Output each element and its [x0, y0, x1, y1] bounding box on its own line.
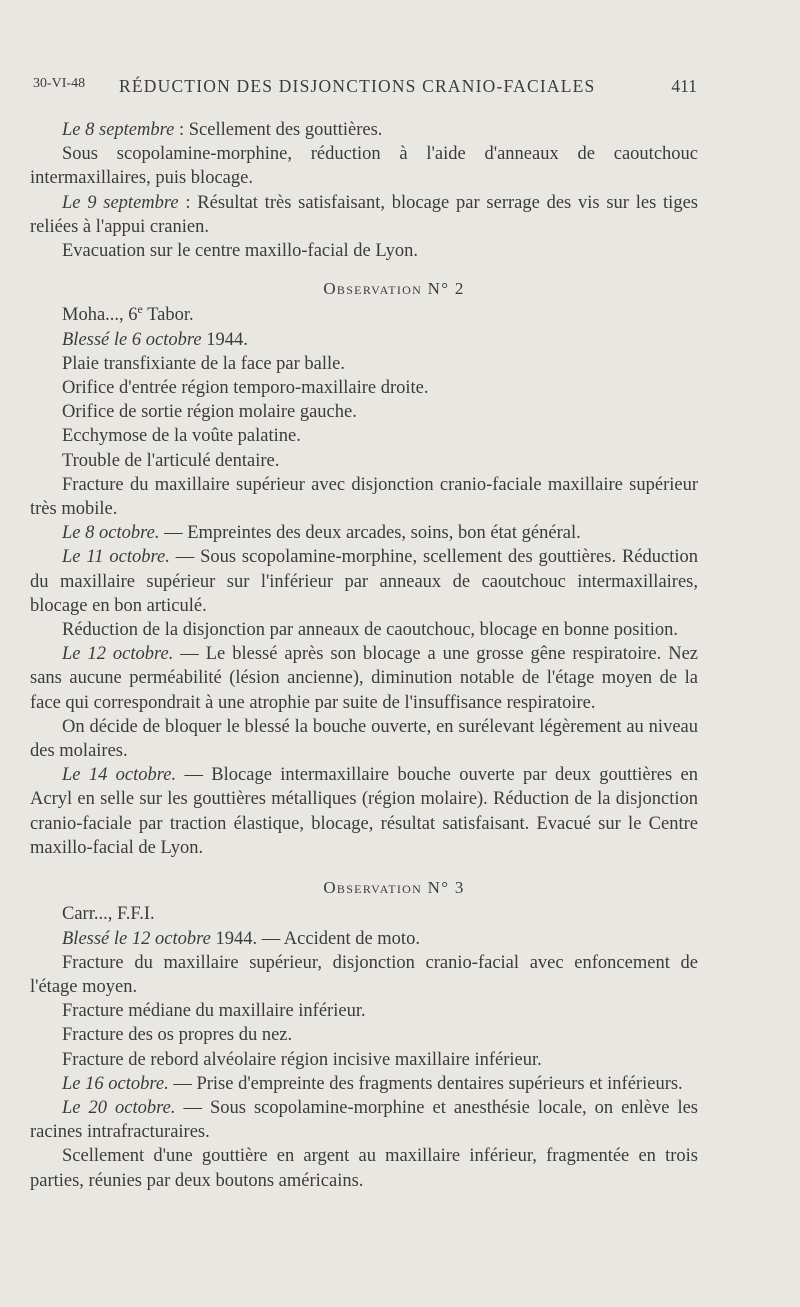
- observation-label: Observation: [323, 279, 423, 299]
- page-number: 411: [671, 76, 697, 96]
- paragraph: [30, 1048, 698, 1072]
- observation-number: N° 2: [427, 279, 465, 299]
- paragraph: [30, 999, 698, 1023]
- paragraph: [30, 449, 698, 473]
- observation-3-heading: [30, 876, 698, 900]
- paragraph: [30, 473, 698, 521]
- wounded-date: Blessé le 12 octobre: [62, 928, 211, 949]
- paragraph: [30, 521, 698, 545]
- paragraph: [30, 239, 698, 263]
- wounded-line: [30, 328, 698, 352]
- paragraph-text: Fracture du maxillaire supérieur, disjonction cranio-facial avec enfoncement de l'étage moyen.: [30, 952, 698, 997]
- observation-2-body: [30, 352, 698, 860]
- patient-name: Moha..., 6: [62, 305, 138, 326]
- paragraph-text: Fracture du maxillaire supérieur avec disjonction cranio-faciale maxillaire supérieur très mobile.: [30, 474, 698, 520]
- paragraph-date-lead: Le 14 octobre.: [62, 765, 177, 786]
- paragraph-text: : Scellement des gouttières.: [174, 120, 383, 140]
- patient-line: [30, 902, 698, 926]
- paragraph: [30, 1072, 698, 1096]
- paragraph: [30, 191, 698, 239]
- paragraph-text: Orifice d'entrée région temporo-maxillaire droite.: [62, 378, 429, 399]
- patient-sup: e: [137, 302, 143, 317]
- paragraph-text: — Sous scopolamine-morphine, scellement des gouttières. Réduction du maxillaire supérieur sur l'inférieur par anneaux de caoutchouc intermaxillaires, blocage en bon articulé.: [30, 547, 699, 616]
- page-body: [30, 118, 698, 1193]
- paragraph-date-lead: Le 11 octobre.: [62, 547, 170, 568]
- observation-number: N° 3: [427, 878, 465, 898]
- paragraph-text: — Empreintes des deux arcades, soins, bon état général.: [159, 523, 581, 544]
- paragraph-date-lead: Le 8 octobre.: [62, 523, 160, 544]
- paragraph-text: Sous scopolamine-morphine, réduction à l'aide d'anneaux de caoutchouc intermaxillaires, puis blocage.: [30, 144, 698, 189]
- paragraph: [30, 618, 698, 642]
- paragraph-date-lead: Le 8 septembre: [62, 120, 175, 140]
- paragraph-date-lead: Le 16 octobre.: [62, 1073, 169, 1094]
- paragraph: [30, 545, 698, 618]
- paragraph-text: — Sous scopolamine-morphine et anesthésie locale, on enlève les racines intrafracturaires.: [30, 1097, 698, 1143]
- paragraph: [30, 1144, 698, 1192]
- paragraph: [30, 118, 698, 142]
- paragraph-date-lead: Le 9 septembre: [62, 192, 179, 213]
- paragraph-date-lead: Le 12 octobre.: [62, 644, 174, 665]
- paragraph: [30, 352, 698, 376]
- observation-3-body: [30, 951, 698, 1193]
- paragraph: [30, 642, 698, 715]
- paragraph: [30, 142, 698, 190]
- header-date: 30-VI-48: [33, 76, 86, 91]
- paragraph-text: — Blocage intermaxillaire bouche ouverte par deux gouttières en Acryl en selle sur les gouttières métalliques (région molaire). Réduction de la disjonction cranio-faciale par traction élastique, blocage, résultat satisfaisant. Evacué sur le Centre maxillo-facial de Lyon.: [30, 765, 699, 858]
- paragraph-text: — Prise d'empreinte des fragments dentaires supérieurs et inférieurs.: [168, 1073, 683, 1094]
- paragraph-date-lead: Le 20 octobre.: [62, 1097, 176, 1118]
- paragraph-text: Fracture de rebord alvéolaire région incisive maxillaire inférieur.: [62, 1049, 542, 1070]
- patient-unit: Tabor.: [142, 305, 194, 326]
- paragraph-text: Fracture médiane du maxillaire inférieur.: [62, 1001, 366, 1022]
- running-header: [33, 76, 697, 100]
- paragraph: [30, 424, 698, 448]
- header-title: RÉDUCTION DES DISJONCTIONS CRANIO-FACIALES: [119, 76, 596, 96]
- paragraph-text: Orifice de sortie région molaire gauche.: [62, 402, 357, 423]
- paragraph: [30, 715, 698, 763]
- paragraph-text: Ecchymose de la voûte palatine.: [62, 426, 301, 447]
- wounded-date: Blessé le 6 octobre: [62, 329, 202, 350]
- paragraph: [30, 1023, 698, 1047]
- patient-name: Carr..., F.F.I.: [62, 904, 155, 925]
- paragraph: [30, 951, 698, 999]
- intro-section: [30, 118, 698, 263]
- paragraph-text: Fracture des os propres du nez.: [62, 1025, 293, 1046]
- paragraph: [30, 1096, 698, 1144]
- paragraph-text: Evacuation sur le centre maxillo-facial de Lyon.: [62, 241, 418, 262]
- paragraph-text: On décide de bloquer le blessé la bouche ouverte, en surélevant légèrement au niveau des molaires.: [30, 716, 698, 762]
- paragraph-text: Scellement d'une gouttière en argent au maxillaire inférieur, fragmentée en trois parties, réunies par deux boutons américains.: [30, 1146, 698, 1191]
- paragraph-text: : Résultat très satisfaisant, blocage par serrage des vis sur les tiges reliées à l'appui cranien.: [30, 192, 698, 237]
- paragraph-text: Réduction de la disjonction par anneaux de caoutchouc, blocage en bonne position.: [62, 620, 678, 641]
- observation-label: Observation: [323, 878, 423, 898]
- paragraph: [30, 763, 698, 860]
- observation-2-heading: [30, 277, 698, 301]
- wounded-year: 1944.: [201, 329, 248, 350]
- paragraph: [30, 376, 698, 400]
- paragraph: [30, 400, 698, 424]
- wounded-line: [30, 927, 698, 951]
- wounded-detail: 1944. — Accident de moto.: [210, 928, 420, 949]
- paragraph-text: — Le blessé après son blocage a une grosse gêne respiratoire. Nez sans aucune perméabilité (lésion ancienne), diminution notable de l'étage moyen de la face qui correspondrait à une atrophie par suite de l'insuffisance respiratoire.: [30, 644, 698, 713]
- paragraph-text: Trouble de l'articulé dentaire.: [62, 450, 280, 471]
- patient-line: [30, 303, 698, 327]
- paragraph-text: Plaie transfixiante de la face par balle.: [62, 353, 346, 374]
